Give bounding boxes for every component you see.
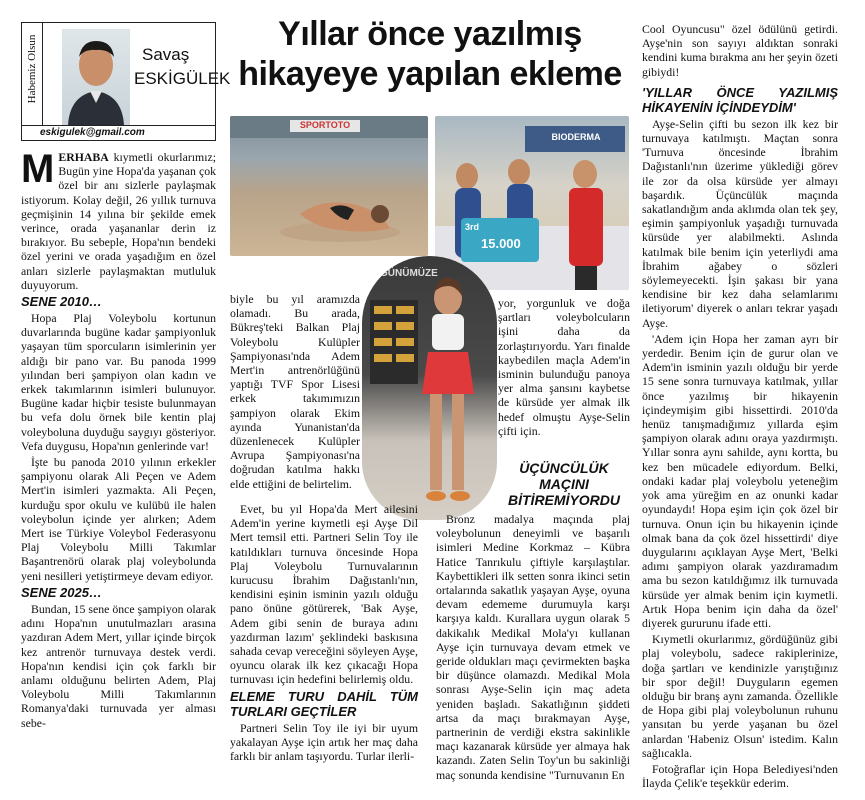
paragraph: Hopa Plaj Voleybolu kortunun duvarlarında bugüne kadar şampiyonluk yaşayan tüm sporcuların isimlerinin yer aldığı bir pano var. Bu panoda 1999 yılından beri şampiyon olan kadın ve erkek takımlarının isimleri bulunuyor. Bugüne kadar hiçbir tesiste bulunmayan bu vefa dolu örnek bile kentin plaj voleyboluna duyduğu saygıyı gösteriyor. Vefa duygusu, Hopa'nın genlerinde var! [21,311,216,453]
column-4 [642,22,838,792]
paragraph: Fotoğraflar için Hopa Belediyesi'nden İlayda Çelik'e teşekkür ederim. [642,761,838,791]
column-3-lower [436,512,630,784]
subhead-2010: SENE 2010… [21,294,102,310]
intro-lead: ERHABA [58,150,109,164]
paragraph: yor, yorgunluk ve doğa şartları voleybolcuların işini daha da zorlaştırıyordu. Yarı finalde kaybedilen maçla Adem'in isminin bulunduğu panoya yer alma şansını kaybetse de kürsüde yer almak ilk hedef olmuştu Ayşe-Selin çifti için. [498,296,630,438]
author-photo [62,29,130,125]
headline: Yıllar önce yazılmış hikayeye yapılan ekleme [238,15,622,93]
photo-beach-dive [230,116,428,256]
author-last-name: ESKİGÜLEK [134,69,231,88]
paragraph: Bronz madalya maçında plaj voleybolunun deneyimli ve başarılı isimleri Medine Korkmaz – Kübra Hatice Tanrıkulu çiftiyle karşılaştılar. Kaybettikleri ilk setten sonra ikinci setin ortalarında sakatlık yaşayan Ayşe, oyuna devam edememe durumuyla karşı karşıya kaldı. Kurallara uygun olarak 5 dakikalık Medikal Mola'yı kullanan Ayşe için turnuvaya devam etmek ve geride oldukları maçı çevirmekten başka bir düşünce olamazdı. Medikal Mola sonrası Ayşe-Selin için maç adeta yeniden başladı. Sakatlığının şiddeti artsa da maçı bırakmayan Ayşe, partnerinin de verdiği ekstra sakinlikle maçı kazanarak kürsüde yer almaya hak kazandı. Zaten Selin Toy'un bu sakinliği maç sonunda kendisine "Turnuvanın En [436,512,630,782]
subhead-eleme: ELEME TURU DAHİL TÜM TURLARI GEÇTİLER [230,688,418,719]
paragraph: Kıymetli okurlarımız, gördüğünüz gibi plaj voleybolu, sadece rakiplerinize, doğa şartları ve kendinizle yarıştığınız bir spor değil! Duyguların egemen olduğu bir branş aynı zamanda. Özellikle de Hopa gibi plaj voleybolunun ruhunu yansıtan bu yerde yaşanan bu özel anlardan 'Habeniz Olsun' istedim. Kalın sağlıcakla. [642,632,838,760]
paragraph: İşte bu panoda 2010 yılının erkekler şampiyonu olarak Ali Peçen ve Adem Mert'in isimleri yazmakta. Ali Peçen, kurduğu spor okulu ve kulübü ile halen voleybolun içinde yer alırken; Adem Mert ise Türkiye Voleybol Federasyonu Plaj Voleybolu Milli Takımlar Başantrenörü olarak plaj voleybolunda yeni nesilleri yetiştirmeye devam ediyor. [21,455,216,583]
subhead-yillar-once: 'YILLAR ÖNCE YAZILMIŞ HİKAYENİN İÇİNDEYDİM' [642,84,838,115]
sponsor-sign: SPORTOTO [299,120,351,130]
paragraph: Bundan, 15 sene önce şampiyon olarak adını Hopa'nın unutulmazları arasına yazdıran Adem Mert, yıllar içinde birçok kez antrenör turnuvaya destek verdi. Hopa'nın kendisi için çok farklı bir anlamı olduğunu belirten Adem, Plaj Voleybolu Milli Takımlarının Romanya'daki turnuvada yer alması sebe- [21,601,216,730]
photo-player-at-board [362,256,497,520]
wall-board-title: GÜNÜMÜZE [380,268,438,279]
paragraph: 'Adem için Hopa her zaman ayrı bir yerdedir. Benim için de gurur olan ve Adem'in isminin yazılı olduğu bir yerde 15 sene sonra turnuvaya katılmak, yıllar önce yazılmış bir hikayenin içindeymişim gibi hissettirdi. 2010'da henüz tanışmadığımız yıllarda eşim şampiyon olarak adını oraya yazdırmıştı. Yıllar sonra aynı sahilde, aynı kortta, bu kez ben mücadele ediyordum. Belki, ondaki kadar plaj voleybolu yeteneğim yok ama yüreğim en az onunki kadar oyundaydı! Hopa eşim için çok özel bir turnuva. Onun için bu hikayenin içinde olmak bana da çok özel hissettirdi' diye duygularını açıklayan Ayşe Mert, 'Belki adımı şampiyon olarak yazdıramadım ama bu sezon katıldığımız ilk turnuvada kürsüde yer almak benim için kıymetli. Artık Hopa benim için daha da özel' diyerek gururunu ifade etti. [642,331,838,630]
column-1 [21,147,216,732]
paragraph: Ayşe-Selin çifti bu sezon ilk kez bir turnuvaya katılmıştı. Maçtan sonra 'Turnuva öncesinde İbrahim Dağıstanlı'nın üzerime yüklediği görev ile zor da olsa kürsüde yer almayı başardık. Üçüncülük maçında sakatlandığım anda aklımda olan tek şey, eşimin şampiyonluk yaşadığı turnuvada kürsüde yer alabilmekti. Aslında katılmak bile benim için yeterliydi ama İbrahim ağabey o sözleri söylemeyecekti. İşin şakası bir yana kendisine bir kez daha selamlarımı iletiyorum' diyerek o anları tekrar yaşadı Ayşe. [642,116,838,330]
author-email: eskigulek@gmail.com [40,127,145,138]
paragraph: Partneri Selin Toy ile iyi bir uyum yakalayan Ayşe için artık her maç daha farklı bir anlam taşıyordu. Turlar ilerli- [230,720,418,764]
column-header [21,22,231,141]
photo-podium [435,116,629,290]
column-3 [498,296,630,440]
subhead-ucunculuk: ÜÇÜNCÜLÜK MAÇINI BİTİREMİYORDU [508,460,620,508]
subhead-2025: SENE 2025… [21,584,102,600]
column-2 [230,292,360,493]
column-2-lower [230,502,418,765]
paragraph: Cool Oyuncusu" özel ödülünü getirdi. Ayşe'nin son sayıyı aldıktan sonraki kendini kuma bırakma anı her şeyin özeti gibiydi! [642,22,838,79]
author-first-name: Savaş [142,45,190,64]
prize-check: 15.000 [481,236,521,251]
intro-paragraph [21,147,216,292]
drop-cap: M [21,147,55,191]
column-series-label: Habemiz Olsun [22,23,43,128]
email-bar [22,125,215,140]
sponsor-banner: BIODERMA [551,132,601,142]
paragraph: Evet, bu yıl Hopa'da Mert ailesini Adem'in yerine kıymetli eşi Ayşe Dil Mert temsil etti. Partneri Selin Toy ile katıldıkları turnuva öncesinde Hopa Plaj Voleybolu Turnuvalarının kurucusu İbrahim Dağıstanlı'nın, kendisini eşinin isminin yazılı olduğu pano önüne götürerek, 'Bak Ayşe, Adem gibi senin de buraya adını yazdırman lazım' şeklindeki baskısına sahada cevap vereceğini söyleyen Ayşe, oyuncu olarak ilk kez çıkacağı Hopa turnuvası için hedefini belirlemiş oldu. [230,502,418,687]
podium-placard: 3rd [465,222,480,232]
paragraph: biyle bu yıl aramızda olamadı. Bu arada, Bükreş'teki Balkan Plaj Voleybolu Kulüpler Şampiyonası'nda Adem Mert'in antrenörlüğünü yaptığı TVF Spor Lisesi erkek takımımızın şampiyon olarak Ekim ayında Yunanistan'da düzenlenecek Kulüpler Avrupa Şampiyonası'na doğrudan katılma hakkı elde ettiğini de belirtelim. [230,292,360,491]
intro-text: kıymetli okurlarımız; Bugün yine Hopa'da yaşanan çok özel bir anı sizlerle paylaşmak istiyorum. Kolay değil, 26 yıllık turnuva geçmişinin 14 yılına bir şekilde emek verince, orada yaşananlar derin iz bırakıyor. Bu sebeple, Hopa'nın bendeki özel yerini ve orada yaşadığım en özel anları sizlerle paylaşmaktan mutluluk duyuyorum. [21,150,216,292]
